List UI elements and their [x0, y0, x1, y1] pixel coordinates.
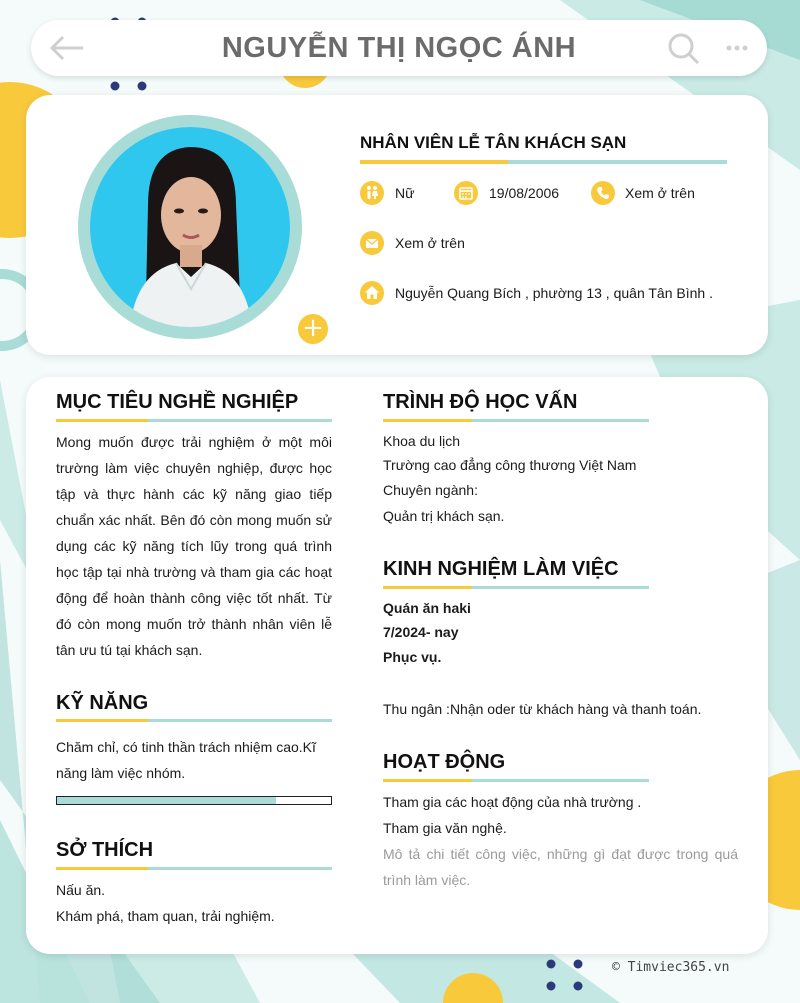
- gender-icon: [360, 181, 384, 205]
- activity-description-placeholder[interactable]: Mô tả chi tiết công việc, những gì đạt được trong quá trình làm việc.: [383, 846, 738, 888]
- avatar: [90, 127, 290, 327]
- hobbies-heading: SỞ THÍCH: [56, 839, 154, 861]
- hobby-item: Khám phá, tham quan, trải nghiệm.: [56, 908, 275, 924]
- objective-underline: [56, 419, 332, 422]
- job-title-underline: [360, 160, 727, 164]
- hobby-item: Nấu ăn.: [56, 882, 106, 898]
- more-icon[interactable]: [725, 38, 749, 58]
- gender-value: Nữ: [395, 185, 415, 201]
- activity-item: Tham gia các hoạt động của nhà trường .: [383, 794, 642, 810]
- experience-heading: KINH NGHIỆM LÀM VIỆC: [383, 558, 619, 580]
- footer-brand: © Timviec365.vn: [612, 960, 730, 975]
- profile-card: [26, 95, 768, 355]
- skills-heading: KỸ NĂNG: [56, 692, 149, 714]
- address-value: Nguyễn Quang Bích , phường 13 , quân Tân Bình .: [395, 285, 713, 301]
- experience-underline: [383, 586, 649, 589]
- content-card: [26, 377, 768, 954]
- activities-heading: HOẠT ĐỘNG: [383, 751, 506, 773]
- add-photo-button[interactable]: [295, 311, 331, 347]
- hobbies-underline: [56, 867, 332, 870]
- home-icon: [360, 281, 384, 305]
- experience-period: 7/2024- nay: [383, 624, 459, 640]
- experience-detail: Thu ngân :Nhận oder từ khách hàng và thanh toán.: [383, 701, 702, 717]
- education-underline: [383, 419, 649, 422]
- avatar-frame: [78, 115, 324, 343]
- header-bar: [31, 20, 767, 76]
- birthdate-value: 19/08/2006: [489, 185, 560, 201]
- calendar-icon: [454, 181, 478, 205]
- education-line: Khoa du lịch: [383, 433, 461, 449]
- plus-icon: +: [302, 313, 324, 343]
- skill-level-fill: [57, 797, 276, 804]
- phone-icon: [591, 181, 615, 205]
- education-heading: TRÌNH ĐỘ HỌC VẤN: [383, 391, 578, 413]
- phone-value: Xem ở trên: [625, 185, 695, 201]
- job-title: NHÂN VIÊN LỄ TÂN KHÁCH SẠN: [360, 133, 627, 152]
- experience-role: Phục vụ.: [383, 649, 442, 665]
- education-line: Chuyên ngành:: [383, 482, 478, 498]
- skills-underline: [56, 719, 332, 722]
- objective-text: Mong muốn được trải nghiệm ở một môi trường làm việc chuyên nghiệp, được học tập và thực hành các kỹ năng giao tiếp chuẩn xác nhất. Bên đó còn mong muốn sử dụng các kỹ năng tích lũy trong quá trình học tập tại nhà trường và tham gia các hoạt động để hoàn thành công việc tốt nhất. Từ đó còn mong muốn trở thành nhân viên lễ tân ưu tú tại khách sạn.: [56, 434, 332, 658]
- objective-heading: MỤC TIÊU NGHỀ NGHIỆP: [56, 391, 299, 413]
- email-value: Xem ở trên: [395, 235, 465, 251]
- candidate-name: NGUYỄN THỊ NGỌC ÁNH: [221, 32, 577, 64]
- education-line: Quản trị khách sạn.: [383, 508, 505, 524]
- search-icon[interactable]: [667, 32, 701, 66]
- skill-level-bar: [56, 796, 332, 805]
- skills-text: Chăm chỉ, có tinh thần trách nhiệm cao.Kĩ năng làm việc nhóm.: [56, 739, 316, 781]
- activity-item: Tham gia văn nghệ.: [383, 820, 507, 836]
- education-line: Trường cao đẳng công thương Việt Nam: [383, 457, 637, 473]
- experience-company: Quán ăn haki: [383, 600, 471, 616]
- activities-underline: [383, 779, 649, 782]
- email-icon: [360, 231, 384, 255]
